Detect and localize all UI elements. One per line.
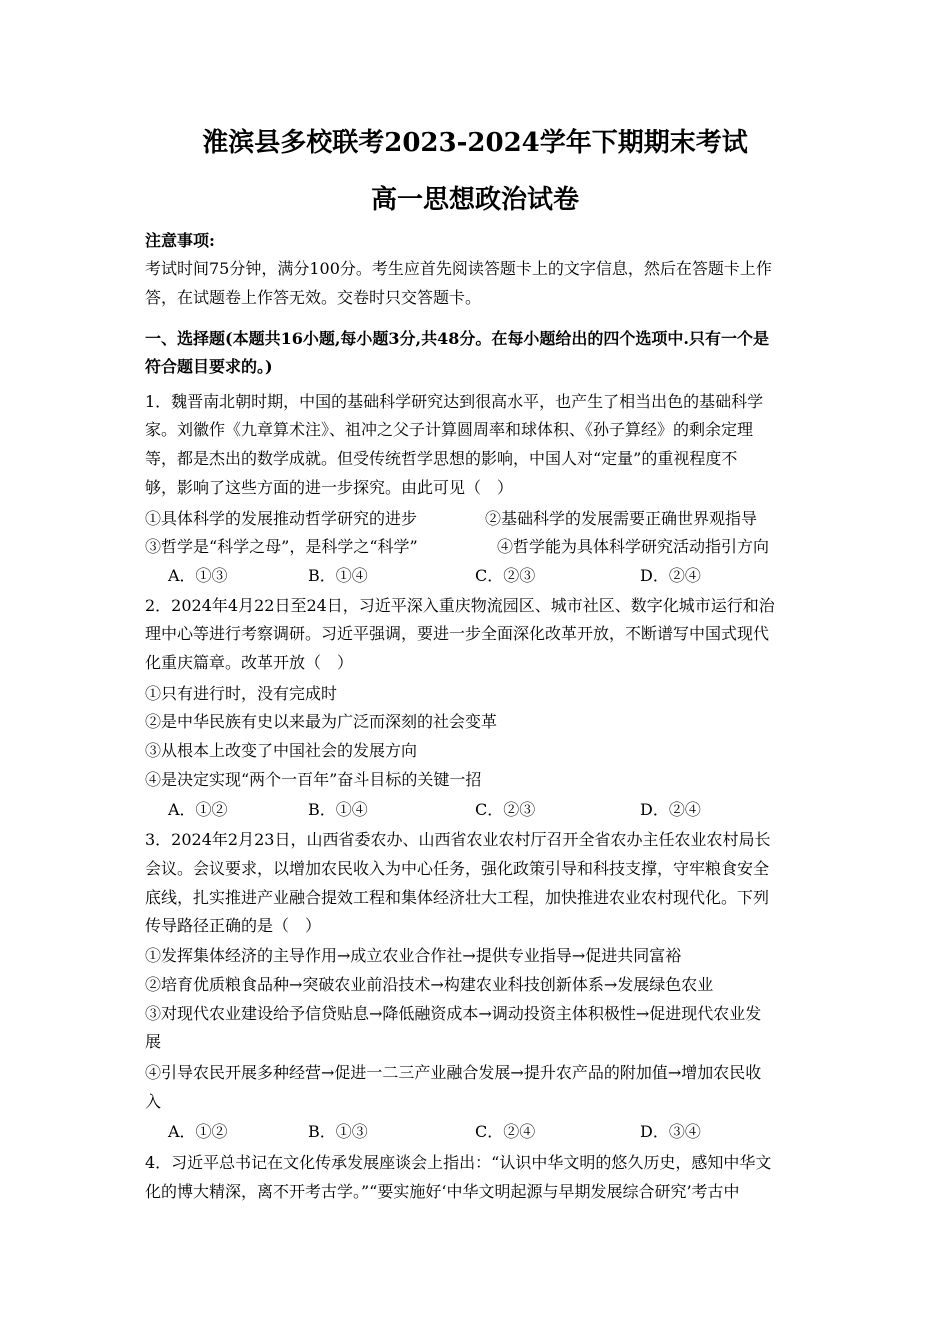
question-1-choice-b: B．①④ (308, 566, 368, 585)
notice-line: 答，在试题卷上作答无效。交卷时只交答题卡。 (145, 288, 482, 307)
exam-subtitle: 高一思想政治试卷 (370, 185, 579, 215)
question-1-statement: ①具体科学的发展推动哲学研究的进步 (145, 509, 418, 528)
question-2-line: 2．2024年4月22日至24日，习近平深入重庆物流园区、城市社区、数字化城市运行和治 (145, 596, 775, 615)
question-2-choice-a: A．①② (168, 800, 228, 819)
question-3-statement: ③对现代农业建设给予信贷贴息→降低融资成本→调动投资主体积极性→促进现代农业发 (145, 1004, 762, 1023)
question-3-choice-d: D．③④ (640, 1122, 701, 1141)
notice-heading: 注意事项: (145, 231, 215, 250)
question-1-line: 家。刘徽作《九章算术注》、祖冲之父子计算圆周率和球体积、《孙子算经》的剩余定理 (145, 420, 754, 439)
question-3-statement: 入 (145, 1092, 162, 1111)
question-1-choice-d: D．②④ (640, 566, 701, 585)
question-3-statement: ①发挥集体经济的主导作用→成立农业合作社→提供专业指导→促进共同富裕 (145, 946, 682, 965)
section-heading: 一、选择题(本题共16小题,每小题3分,共48分。在每小题给出的四个选项中.只有一个是 (145, 329, 769, 348)
question-3-line: 3．2024年2月23日，山西省委农办、山西省农业农村厅召开全省农办主任农业农村局长 (145, 830, 771, 849)
question-1-statement: ④哲学能为具体科学研究活动指引方向 (497, 537, 770, 556)
question-2-line: 化重庆篇章。改革开放（ ） (145, 653, 354, 672)
question-2-statement: ③从根本上改变了中国社会的发展方向 (145, 741, 418, 760)
question-2-statement: ①只有进行时，没有完成时 (145, 684, 338, 703)
question-1-line: 够，影响了这些方面的进一步探究。由此可见（ ） (145, 478, 514, 497)
question-2-choice-b: B．①④ (308, 800, 368, 819)
question-2-choice-c: C．②③ (475, 800, 536, 819)
question-3-statement: 展 (145, 1032, 162, 1051)
question-1-choice-a: A．①③ (168, 566, 228, 585)
question-1-line: 等，都是杰出的数学成就。但受传统哲学思想的影响，中国人对“定量”的重视程度不 (145, 449, 738, 468)
section-heading: 符合题目要求的。) (145, 357, 273, 376)
question-3-choice-c: C．②④ (475, 1122, 536, 1141)
question-4-line: 4．习近平总书记在文化传承发展座谈会上指出：“认识中华文明的悠久历史，感知中华文 (145, 1153, 772, 1172)
question-3-line: 传导路径正确的是（ ） (145, 916, 322, 935)
question-2-statement: ②是中华民族有史以来最为广泛而深刻的社会变革 (145, 712, 498, 731)
question-3-choice-a: A．①② (168, 1122, 228, 1141)
question-3-line: 会议。会议要求，以增加农民收入为中心任务，强化政策引导和科技支撑，守牢粮食安全 (145, 859, 770, 878)
notice-line: 考试时间75分钟，满分100分。考生应首先阅读答题卡上的文字信息，然后在答题卡上作 (145, 259, 772, 278)
exam-title: 淮滨县多校联考2023-2024学年下期期末考试 (202, 128, 748, 158)
question-1-choice-c: C．②③ (475, 566, 536, 585)
question-3-choice-b: B．①③ (308, 1122, 368, 1141)
question-2-choice-d: D．②④ (640, 800, 701, 819)
question-3-statement: ④引导农民开展多种经营→促进一二三产业融合发展→提升农产品的附加值→增加农民收 (145, 1063, 762, 1082)
question-1-statement: ②基础科学的发展需要正确世界观指导 (485, 509, 758, 528)
question-3-statement: ②培育优质粮食品种→突破农业前沿技术→构建农业科技创新体系→发展绿色农业 (145, 975, 714, 994)
question-3-line: 底线，扎实推进产业融合提效工程和集体经济壮大工程，加快推进农业农村现代化。下列 (145, 888, 770, 907)
question-2-line: 理中心等进行考察调研。习近平强调，要进一步全面深化改革开放，不断谱写中国式现代 (145, 624, 770, 643)
question-1-statement: ③哲学是“科学之母”，是科学之“科学” (145, 537, 418, 556)
question-2-statement: ④是决定实现“两个一百年”奋斗目标的关键一招 (145, 770, 482, 789)
question-1-line: 1．魏晋南北朝时期，中国的基础科学研究达到很高水平，也产生了相当出色的基础科学 (145, 392, 764, 411)
question-4-line: 化的博大精深，离不开考古学。”“要实施好‘中华文明起源与早期发展综合研究’考古中 (145, 1182, 740, 1201)
